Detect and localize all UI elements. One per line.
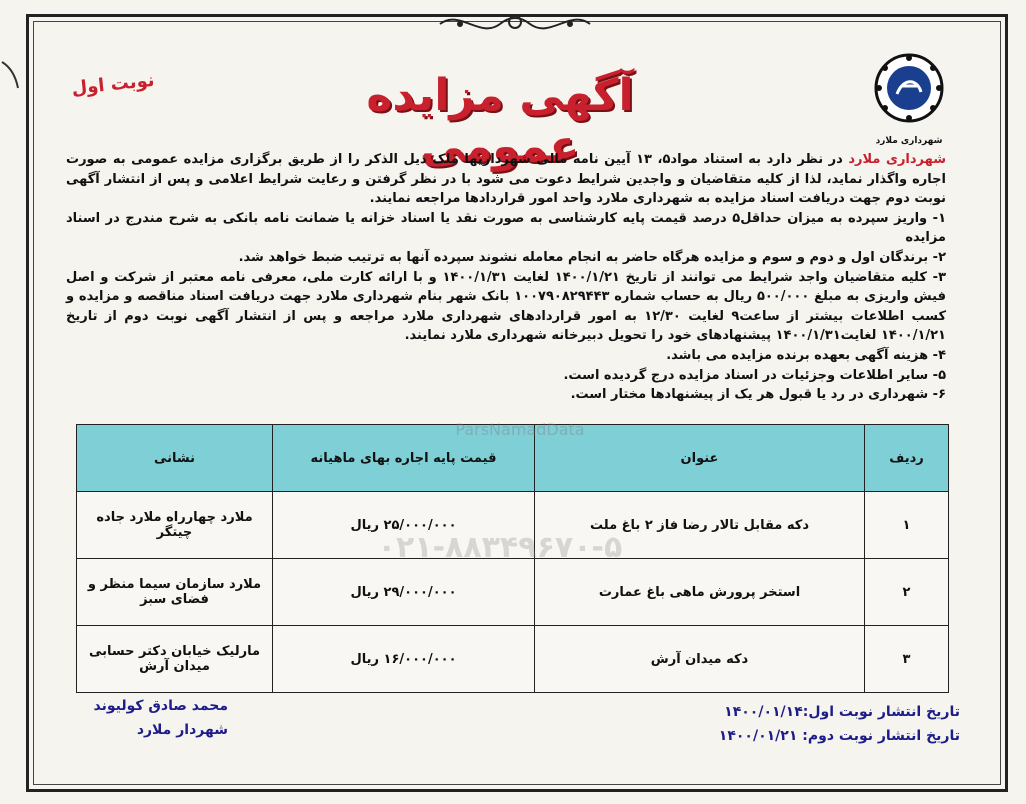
row-idx: ۱ xyxy=(865,492,949,559)
clause-2: ۲- برندگان اول و دوم و سوم و مزایده هرگاه حاضر به انجام معامله نشوند سپرده آنها به ترتیب ضبط خواهد شد. xyxy=(238,249,946,265)
row-title: دکه مقابل تالار رضا فاز ۲ باغ ملت xyxy=(535,492,865,559)
intro-paragraph xyxy=(66,150,946,209)
row-price: ۱۶/۰۰۰/۰۰۰ ریال xyxy=(273,626,535,693)
table-row xyxy=(77,559,949,626)
table-row xyxy=(77,626,949,693)
signature-block xyxy=(68,694,228,742)
row-price: ۲۵/۰۰۰/۰۰۰ ریال xyxy=(273,492,535,559)
header-address: نشانی xyxy=(77,425,273,492)
publication-dates xyxy=(700,700,960,748)
signer-name: محمد صادق کولیوند xyxy=(93,698,228,714)
watermark-brand: ParsNamadData xyxy=(455,420,585,439)
row-title: دکه میدان آرش xyxy=(535,626,865,693)
clause-1: ۱- واریز سپرده به میزان حداقل۵ درصد قیمت پایه کارشناسی به صورت نقد یا اسناد خزانه یا ضمانت نامه بانکی به شرح مندرج در اسناد مزایده xyxy=(66,210,946,246)
clause-6: ۶- شهرداری در رد یا قبول هر یک از پیشنهادها مختار است. xyxy=(570,387,946,403)
logo-caption: شهرداری ملارد xyxy=(875,136,943,146)
row-price: ۲۹/۰۰۰/۰۰۰ ریال xyxy=(273,559,535,626)
edition-badge: نوبت اول xyxy=(70,69,156,100)
row-address: ملارد چهارراه ملارد جاده چیتگر xyxy=(77,492,273,559)
clause-3: ۳- کلیه متقاضیان واجد شرایط می توانند از تاریخ ۱۴۰۰/۱/۲۱ لغایت ۱۴۰۰/۱/۳۱ و با ارائه کارت ملی، معرفی نامه معتبر از شرکت و اصل فیش واریزی به مبلغ ۵۰۰/۰۰۰ ریال به حساب شماره ۱۰۰۷۹۰۸۲۹۴۴۳ بانک شهر بنام شهرداری ملارد جهت دریافت اسناد مناقصه و مزایده و کسب اطلاعات بیشتر از ساعت۹ لغایت ۱۲/۳۰ به امور قراردادهای شهرداری ملارد مراجعه و پس از انتشار آگهی نوبت دوم از تاریخ ۱۴۰۰/۱/۲۱ لغایت۱۴۰۰/۱/۳۱ پیشنهادهای خود را تحویل دبیرخانه شهرداری ملارد نمایند. xyxy=(66,269,947,344)
second-publication-date: تاریخ انتشار نوبت دوم: ۱۴۰۰/۰۱/۲۱ xyxy=(718,728,960,744)
edge-mark-icon xyxy=(0,60,22,90)
row-address: ملارد سازمان سیما منظر و فضای سبز xyxy=(77,559,273,626)
row-idx: ۲ xyxy=(865,559,949,626)
row-address: مارلیک خیابان دکتر حسابی میدان آرش xyxy=(77,626,273,693)
intro-text: در نظر دارد به استناد مواد۵، ۱۳ آیین نامه مالی شهرداریها ملک ذیل الذکر را از طریق برگزاری مزایده عمومی به صورت اجاره واگذار نماید، لذا از کلیه متقاضیان و واجدین شرایط دعوت می شود با در نظر گرفتن و رعایت شرایط اعلامی و پس از انتشار آگهی نوبت دوم جهت دریافت اسناد مزایده به شهرداری ملارد واحد امور قراردادها مراجعه نمایند. xyxy=(66,152,946,207)
row-idx: ۳ xyxy=(865,626,949,693)
logo-icon xyxy=(873,52,945,124)
header-price: قیمت پایه اجاره بهای ماهیانه xyxy=(273,425,535,492)
org-name: شهرداری ملارد xyxy=(848,152,947,167)
page-title: آگهی مزایده عمومی xyxy=(366,70,634,172)
municipality-logo xyxy=(868,52,950,148)
header-title: عنوان xyxy=(535,425,865,492)
watermark-phone: ۰۲۱-۸۸۳۴۹۶۷۰-۵ xyxy=(377,530,623,565)
row-title: استخر پرورش ماهی باغ عمارت xyxy=(535,559,865,626)
clause-4: ۴- هزینه آگهی بعهده برنده مزایده می باشد. xyxy=(666,347,946,363)
signer-role: شهردار ملارد xyxy=(136,722,228,738)
clause-5: ۵- سایر اطلاعات وجزئیات در اسناد مزایده درج گردیده است. xyxy=(563,367,946,383)
notice-body xyxy=(66,150,946,405)
ornament-icon xyxy=(430,4,600,44)
first-publication-date: تاریخ انتشار نوبت اول:۱۴۰۰/۰۱/۱۴ xyxy=(724,704,960,720)
header-idx: ردیف xyxy=(865,425,949,492)
